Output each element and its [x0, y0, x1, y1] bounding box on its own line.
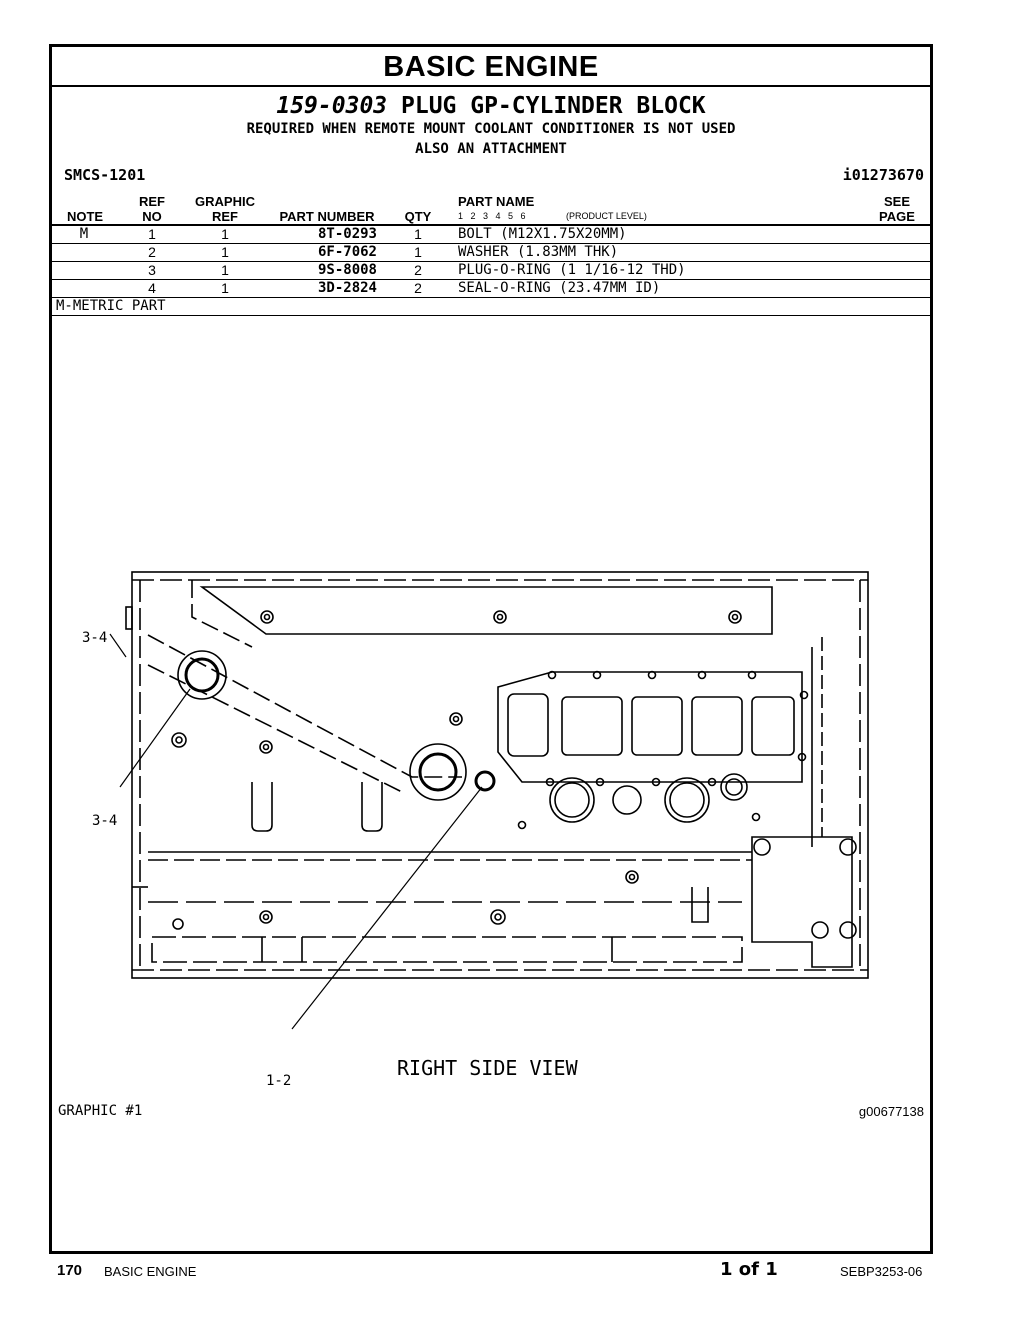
row-ref-no: 2: [148, 244, 156, 260]
plug-center: [420, 754, 456, 790]
graphic-label: GRAPHIC #1: [58, 1103, 143, 1119]
col-graphic-ref-line2: REF: [212, 209, 238, 224]
water-jacket: [498, 672, 802, 782]
engine-block-drawing: [52, 547, 930, 1107]
group-number: 159-0303: [276, 93, 388, 119]
row-ref-no: 3: [148, 262, 156, 278]
row-qty: 1: [414, 244, 422, 260]
row-ref-no: 4: [148, 280, 156, 296]
bolt-washer: [476, 772, 494, 790]
row-qty: 2: [414, 262, 422, 278]
leader-3-4-mid: [120, 689, 190, 787]
col-part-number: PART NUMBER: [279, 209, 375, 224]
row-part-name: PLUG-O-RING (1 1/16-12 THD): [458, 262, 686, 278]
product-levels: 1 2 3 4 5 6: [458, 211, 526, 221]
footer-section-title: BASIC ENGINE: [104, 1264, 197, 1279]
leader-1-2: [292, 787, 482, 1029]
metric-note: M-METRIC PART: [56, 298, 166, 314]
product-level-label: (PRODUCT LEVEL): [566, 211, 647, 221]
table-row: [52, 261, 930, 280]
page-number: 170: [57, 1262, 83, 1279]
col-note: NOTE: [66, 209, 104, 224]
row-divider: [52, 297, 930, 298]
illustration-id: i01273670: [842, 166, 924, 184]
col-ref-no-line1: REF: [139, 194, 165, 209]
col-part-name: PART NAME: [458, 194, 535, 209]
group-subtitle-1: REQUIRED WHEN REMOTE MOUNT COOLANT CONDITIONER IS NOT USED: [246, 121, 736, 137]
row-graphic-ref: 1: [221, 262, 229, 278]
row-part-number: 3D-2824: [317, 280, 377, 296]
col-ref-no: [132, 194, 172, 224]
leader-3-4-top: [110, 634, 126, 657]
table-row: [52, 225, 930, 244]
row-graphic-ref: 1: [221, 226, 229, 242]
col-ref-no-line2: NO: [142, 209, 162, 224]
row-graphic-ref: 1: [221, 244, 229, 260]
page-of-count: 1 of 1: [720, 1259, 778, 1280]
callout-3-4-mid: 3-4: [92, 813, 118, 829]
col-see-page-line2: PAGE: [879, 209, 915, 224]
row-part-name: WASHER (1.83MM THK): [458, 244, 619, 260]
row-graphic-ref: 1: [221, 280, 229, 296]
smcs-code: SMCS-1201: [64, 166, 146, 184]
group-name: PLUG GP-CYLINDER BLOCK: [401, 93, 706, 119]
group-subtitle-2: ALSO AN ATTACHMENT: [415, 141, 567, 157]
plug-center-outer: [410, 744, 466, 800]
row-part-number: 6F-7062: [317, 244, 377, 260]
lower-bracket: [752, 837, 852, 967]
col-graphic-ref-line1: GRAPHIC: [195, 194, 255, 209]
callout-3-4-top: 3-4: [82, 630, 108, 646]
col-see-page-line1: SEE: [883, 194, 910, 209]
top-rail: [202, 587, 772, 634]
row-qty: 1: [414, 226, 422, 242]
row-ref-no: 1: [148, 226, 156, 242]
row-qty: 2: [414, 280, 422, 296]
callout-1-2: 1-2: [266, 1073, 292, 1089]
notes-divider: [52, 315, 930, 316]
table-row: [52, 243, 930, 262]
document-id: SEBP3253-06: [840, 1264, 923, 1279]
col-graphic-ref: [190, 194, 260, 224]
col-qty: QTY: [404, 209, 432, 224]
row-part-name: BOLT (M12X1.75X20MM): [458, 226, 627, 242]
graphic-id: g00677138: [858, 1104, 924, 1119]
block-outline: [132, 572, 868, 978]
col-see-page: [872, 194, 922, 224]
view-label: RIGHT SIDE VIEW: [397, 1056, 578, 1080]
row-part-name: SEAL-O-RING (23.47MM ID): [458, 280, 661, 296]
row-note: M: [79, 226, 89, 242]
row-part-number: 9S-8008: [317, 262, 377, 278]
page-frame: [49, 44, 933, 1254]
table-row: [52, 279, 930, 298]
section-header: BASIC ENGINE: [52, 47, 930, 87]
group-title: [52, 93, 930, 119]
row-part-number: 8T-0293: [317, 226, 377, 242]
